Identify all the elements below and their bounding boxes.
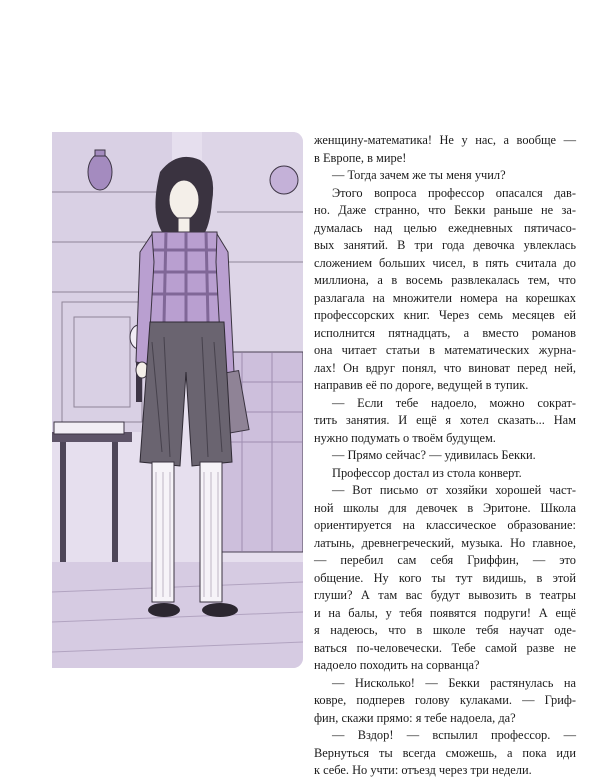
text-line: исполнится пятнадцать, а вместо романов bbox=[314, 325, 576, 340]
text-line: лах! Он вдруг понял, что виноват перед ней, bbox=[314, 360, 576, 375]
text-line: и на балы, у тебя появятся подруги! А ещё bbox=[314, 605, 576, 620]
text-line: ковре, подперев голову кулаками. — Гриф- bbox=[314, 693, 576, 707]
text-line: миллиона, а в восемь развлекалась тем, что bbox=[314, 273, 576, 287]
text-line: — Прямо сейчас? — удивилась Бекки. bbox=[332, 448, 536, 462]
text-line: нужно подумать о твоём будущем. bbox=[314, 430, 496, 445]
text-line: Вернуться ты всегда сможешь, а пока иди bbox=[314, 745, 576, 760]
text-line: профессорских книг. Через семь месяцев ей bbox=[314, 308, 576, 322]
text-line: — Тогда зачем же ты меня учил? bbox=[332, 168, 506, 182]
text-line: — Вот письмо от хозяйки хорошей част- bbox=[332, 483, 576, 497]
text-line: латынь, древнегреческий, музыка. Но главное, bbox=[314, 535, 576, 550]
text-line: — Вздор! — вспылил профессор. — bbox=[332, 728, 576, 742]
text-line: она читает статьи в математических журна- bbox=[314, 343, 576, 357]
text-line: разлагала на множители номера на корешках bbox=[314, 290, 576, 305]
text-line: ориентируется на классическое образование: bbox=[314, 518, 576, 532]
text-line: — Если тебе надоело, можно сократ- bbox=[332, 395, 576, 410]
text-line: вых занятий. В три года девочка увлеклась bbox=[314, 238, 576, 252]
text-line: думалась над целью ежедневных пятичасо- bbox=[314, 220, 576, 235]
illustration-drawing bbox=[52, 132, 303, 668]
text-line: к себе. Но учти: отъезд через три недели. bbox=[314, 763, 532, 777]
text-line: глуши? А там вас будут вывозить в театры bbox=[314, 588, 576, 602]
text-line: я надеюсь, что в школе тебя научат оде- bbox=[314, 623, 576, 637]
text-line: общение. Ну кого ты тут видишь, в этой bbox=[314, 570, 576, 585]
text-line: — Нисколько! — Бекки растянулась на bbox=[332, 675, 576, 690]
text-line: надоело походить на сорванца? bbox=[314, 658, 480, 672]
illustration bbox=[52, 132, 303, 668]
body-text bbox=[314, 132, 576, 780]
text-line: — перебил сам себя Гриффин, — это bbox=[314, 553, 576, 567]
text-line: Профессор достал из стола конверт. bbox=[332, 465, 522, 480]
text-line: фин, скажи прямо: я тебе надоела, да? bbox=[314, 710, 516, 725]
text-line: ваться по-человечески. Тебе самой разве не bbox=[314, 640, 576, 655]
text-line: направив её по дороге, ведущей в тупик. bbox=[314, 378, 529, 392]
text-line: сложением больших чисел, в пять считала до bbox=[314, 255, 576, 270]
text-line: в Европе, в мире! bbox=[314, 150, 407, 165]
text-line: но. Даже странно, что Бекки раньше не за- bbox=[314, 203, 576, 217]
text-line: тить занятия. И ещё я хотел сказать... Нам bbox=[314, 413, 576, 427]
text-line: женщину-математика! Не у нас, а вообще — bbox=[314, 133, 576, 147]
text-line: Этого вопроса профессор опасался дав- bbox=[332, 185, 576, 200]
text-line: ной школы для девочек в Эритоне. Школа bbox=[314, 500, 576, 515]
